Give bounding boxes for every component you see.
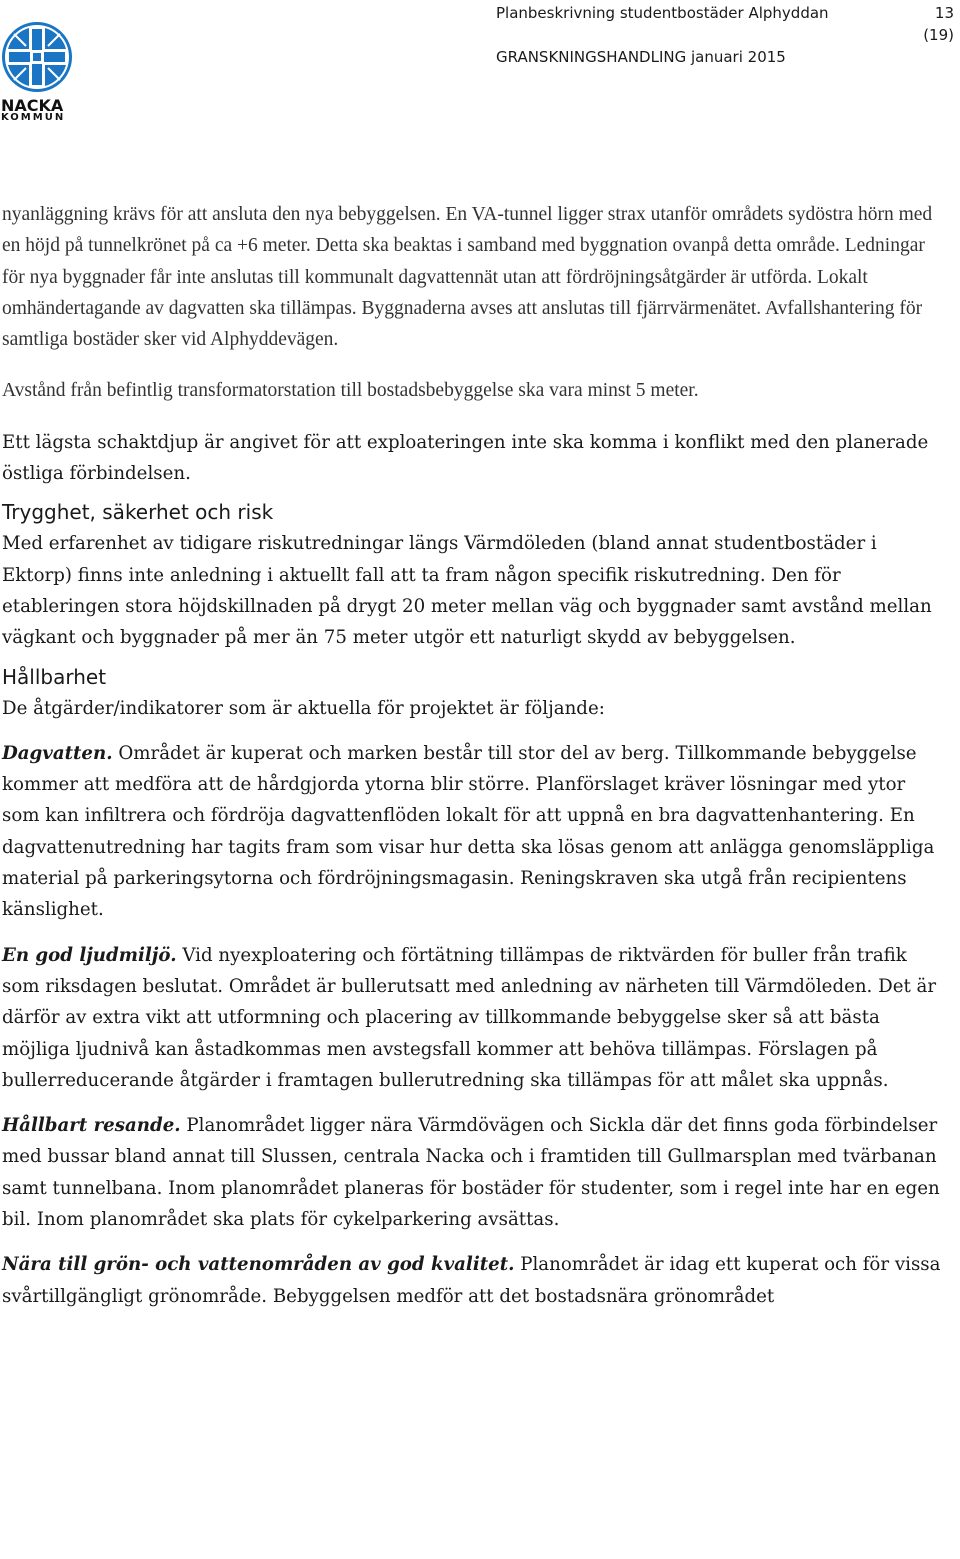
page-number: 13 (19) <box>923 4 954 44</box>
text-dagvatten: Området är kuperat och marken består till stor del av berg. Tillkommande bebyggelse kommer att medföra att de hårdgjorda ytorna blir större. Planförslaget kräver lösningar med ytor som kan infiltrera och fördröja dagvattenflöden lokalt för att uppnå en bra dagvattenhantering. En dagvattenutredning har tagits fram som visar hur detta ska lösas genom att anlägga genomsläppliga material på parkeringsytorna och fördröjningsmagasin. Reningskraven ska utgå från recipientens känslighet. <box>2 742 935 921</box>
paragraph-dagvatten <box>2 738 942 926</box>
paragraph-hallbarhet: De åtgärder/indikatorer som är aktuella för projektet är följande: <box>2 697 605 719</box>
lead-resande: Hållbart resande. <box>2 1115 181 1137</box>
paragraph-trygghet: Med erfarenhet av tidigare riskutredningar längs Värmdöleden (bland annat studentbostäder i Ektorp) finns inte anledning i aktuellt fall att ta fram någon specifik riskutredning. Den för etableringen stora höjdskillnaden på drygt 20 meter mellan väg och byggnader samt avstånd mellan vägkant och byggnader på mer än 75 meter utgör ett naturligt skydd av bebyggelsen. <box>2 533 932 649</box>
text-gronomraden: Planområdet är idag ett kuperat och för vissa svårtillgängligt grönområde. Bebyggelsen medför att det bostadsnära grönområdet <box>2 1254 941 1307</box>
logo-text-kommun: KOMMUN <box>1 112 66 123</box>
paragraph-gronomraden <box>2 1249 942 1312</box>
logo-wordmark <box>1 98 76 123</box>
lead-gronomraden: Nära till grön- och vattenområden av god kvalitet. <box>2 1254 515 1276</box>
page-header <box>496 2 954 68</box>
lead-dagvatten: Dagvatten. <box>2 742 113 764</box>
document-status: GRANSKNINGSHANDLING januari 2015 <box>496 48 786 66</box>
text-ljudmiljo: Vid nyexploatering och förtätning tillämpas de riktvärden för buller från trafik som riksdagen beslutat. Området är bullerutsatt med anledning av närheten till Värmdöleden. Det är därför av extra vikt att utformning och placering av tillkommande bebyggelse sker så att bästa möjliga ljudnivå kan åstadkommas men avstegsfall kommer att behöva tillämpas. Förslagen på bullerreducerande åtgärder i framtagen bullerutredning ska tillämpas för att målet ska uppnås. <box>2 944 937 1091</box>
text-resande: Planområdet ligger nära Värmdövägen och Sickla där det finns goda förbindelser med bussar bland annat till Slussen, centrala Nacka och i framtiden till Gullmarsplan med tvärbanan samt tunnelbana. Inom planområdet planeras för bostäder för studenter, som i regel inte har en egen bil. Inom planområdet ska plats för cykelparkering avsättas. <box>2 1115 940 1231</box>
municipal-shield-icon <box>0 20 75 98</box>
document-title: Planbeskrivning studentbostäder Alphyddan <box>496 4 829 22</box>
paragraph-resande <box>2 1110 942 1235</box>
paragraph-schaktdjup: Ett lägsta schaktdjup är angivet för att exploateringen inte ska komma i konflikt med den planerade östliga förbindelsen. <box>2 431 929 485</box>
heading-trygghet: Trygghet, säkerhet och risk <box>2 500 274 525</box>
logo-text-nacka: NACKA <box>1 96 64 115</box>
lead-ljudmiljo: En god ljudmiljö. <box>2 944 177 966</box>
document-body <box>2 199 942 1312</box>
paragraph-va: nyanläggning krävs för att ansluta den nya bebyggelsen. En VA-tunnel ligger strax utanför områdets sydöstra hörn med en höjd på tunnelkrönet på ca +6 meter. Detta ska beaktas i samband med byggnation ovanpå detta område. Ledningar för nya byggnader får inte anslutas till kommunalt dagvattennät utan att fördröjningsåtgärder är utförda. Lokalt omhändertagande av dagvatten ska tillämpas. Byggnaderna avses att anslutas till fjärrvärmenätet. Avfallshantering för samtliga bostäder sker vid Alphyddevägen. <box>2 204 933 351</box>
heading-hallbarhet: Hållbarhet <box>2 664 107 689</box>
paragraph-ljudmiljo <box>2 940 942 1096</box>
paragraph-transformator: Avstånd från befintlig transformatorstation till bostadsbebyggelse ska vara minst 5 meter. <box>2 380 699 402</box>
